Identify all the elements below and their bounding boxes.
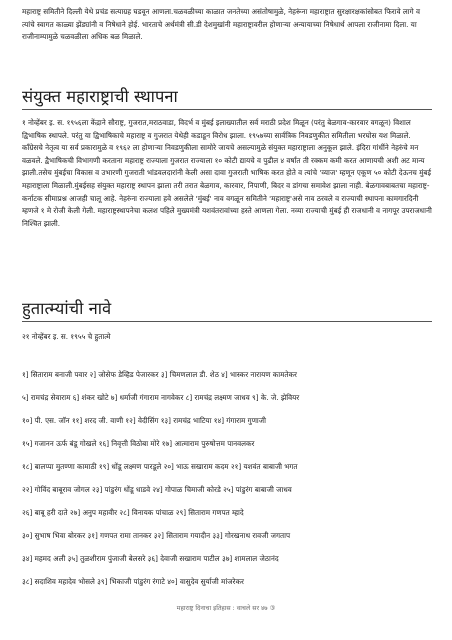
intro-paragraph: महाराष्ट्र समितीने दिल्ली येथे प्रचंड सत्याग्रह घडवून आणला.चळवळीच्या काळात जनतेच्या असंतोषामुळे, नेहरूंना महाराष्ट्रात सुरक्षारक्षकांसोबत फिरावे लागे व त्यांचे स्वागत काळ्या झेंड्यांनी व निषेधाने होई. भारताचे अर्थमंत्री सी.डी देशमुखांनी महाराष्ट्रावरील होणाऱ्या अन्यायाच्या निषेधार्थ आपला राजीनामा दिला. या राजीनाम्यामुळे चळवळीला अधिक बळ मिळाले. (22, 7, 420, 42)
heading-underline (22, 321, 432, 322)
formation-paragraph: १ नोव्हेंबर इ. स. १९५६ला केंद्राने सौराष्ट्र, गुजरात,मराठवाडा, विदर्भ व मुंबई इलाख्यातील सर्व मराठी प्रदेश मिळून (परंतु बेळगाव-कारवार वगळून) विशाल द्विभाषिक स्थापले. परंतु या द्विभाषिकाचे महाराष्ट्र व गुजरात येथेही कडाडून विरोध झाला. १९५७च्या सार्वत्रिक निवडणुकीत समितीला भरघोस यश मिळाले. काँग्रेसचे नेतृत्व या सर्व प्रकारामुळे व १९६२ ला होणाऱ्या निवडणुकीला सामोरे जायचे असल्यामुळे संयुक्त महाराष्ट्राला अनुकूल झाले. इंदिरा गांधींने नेहरुंचे मन वळवले. द्वैभाषिकची विभागणी करताना महाराष्ट्र राज्याला गुजरात राज्याला १० कोटी द्यायचे व पुढील ४ वर्षांत ती रक्कम कमी करत आणायची अशी अट मान्य झाली.तसेच मुंबईचा विकास व उभारणी गुजराती भांडवलदारांनी केली असा दावा गुजराती भाषिक करत होते व त्यांचे 'व्याज' म्हणून एकूण ५० कोटी देऊनच मुंबई महाराष्ट्राला मिळाली.मुंबईसह संयुक्त महाराष्ट्र स्थापन झाला तरी तरात बेळगाव, कारवार, निपाणी, बिदर व डांगचा समावेश झाला नाही. बेळगावबाबतचा महाराष्ट्र-कर्नाटक सीमाप्रश्न आजही चालू आहे. नेहरुंना राज्याला हवे असलेले 'मुंबई' नाव वगळून समितीने 'महाराष्ट्र'असे नाव ठरवले व राज्याची स्थापना कामगारदिनी म्हणजे १ मे रोजी केली गेली. महाराष्ट्रस्थापनेचा कलश पहिले मुख्यमंत्री यशवंतरावांच्या हस्ते आणला गेला. नव्या राज्याची मुंबई ही राजधानी व नागपूर उपराजधानी निश्चित झाली. (22, 118, 432, 228)
martyrs-date-line: २१ नोव्हेंबर इ. स. १९५५ चे हुतात्मे (22, 332, 111, 341)
martyr-list-line: १८] बालप्पा मुतण्णा कामाठी १९] धोंडू लक्ष्मण पारडूले २०] भाऊ सखाराम कदम २१] यशवंत बाबाजी भगत (22, 462, 298, 471)
martyr-list-line: १०] पी. एस. जॉन ११] शरद जी. वाणी १२] वेदीसिंग १३] रामचंद्र भाटिया १४] गंगाराम गुणाजी (22, 416, 266, 425)
martyr-list-line: २६] बाबू हरी दाते २७] अनुप महावीर २८] विनायक पांचाळ २९] सिताराम गणपत म्हादे (22, 508, 244, 517)
heading-underline (22, 109, 432, 110)
martyr-list-line: १५] गजानन ऊर्फ बंडू गोखले १६] निवृत्ती विठोबा मोरे १७] आत्माराम पुरुषोत्तम पानवलकर (22, 439, 255, 448)
martyr-list-line: ३८] सदाशिव महादेव भोसले ३९] भिकाजी पांडुरंग रंगाटे ४०] वासुदेव सुर्याजी मांजरेकर (22, 577, 244, 586)
martyr-list-line: ३४] महमद अली ३५] तुळशीराम पुंजाजी बेलसरे ३६] देवाजी सखाराम पाटील ३७] शामलाल जेठानंद (22, 554, 279, 563)
section-heading-formation: संयुक्त महाराष्ट्राची स्थापना (22, 87, 178, 106)
martyr-list-line: २२] गोविंद बाबूराव जोगल २३] पांडुरंग धोंडू धाडवे २४] गोपाळ चिमाजी कोरडे २५] पांडुरंग बाबाजी जाधव (22, 485, 292, 494)
martyr-list-line: १] सिताराम बनाजी पवार २] जोसेफ डेव्हिड पेजारकर ३] चिमणलाल डी. शेठ ४] भास्कर नारायण कामतेकर (22, 370, 297, 379)
section-heading-martyrs: हुतात्म्यांची नावे (22, 299, 112, 318)
martyr-list-line: ५] रामचंद्र सेवाराम ६] शंकर खोटे ७] धर्माजी गंगाराम नागवेकर ८] रामचंद्र लक्ष्मण जाधव ९] के. जे. झेवियर (22, 393, 300, 402)
page-footer: महाराष्ट्र दिनाचा इतिहास : वाचले सर ४७ ③ (176, 605, 276, 612)
martyr-list-line: ३०] सुभाष भिवा बोरकर ३१] गणपत रामा तानकर ३२] सिताराम गयादीन ३३] गोरखनाथ रावजी जगताप (22, 531, 291, 540)
